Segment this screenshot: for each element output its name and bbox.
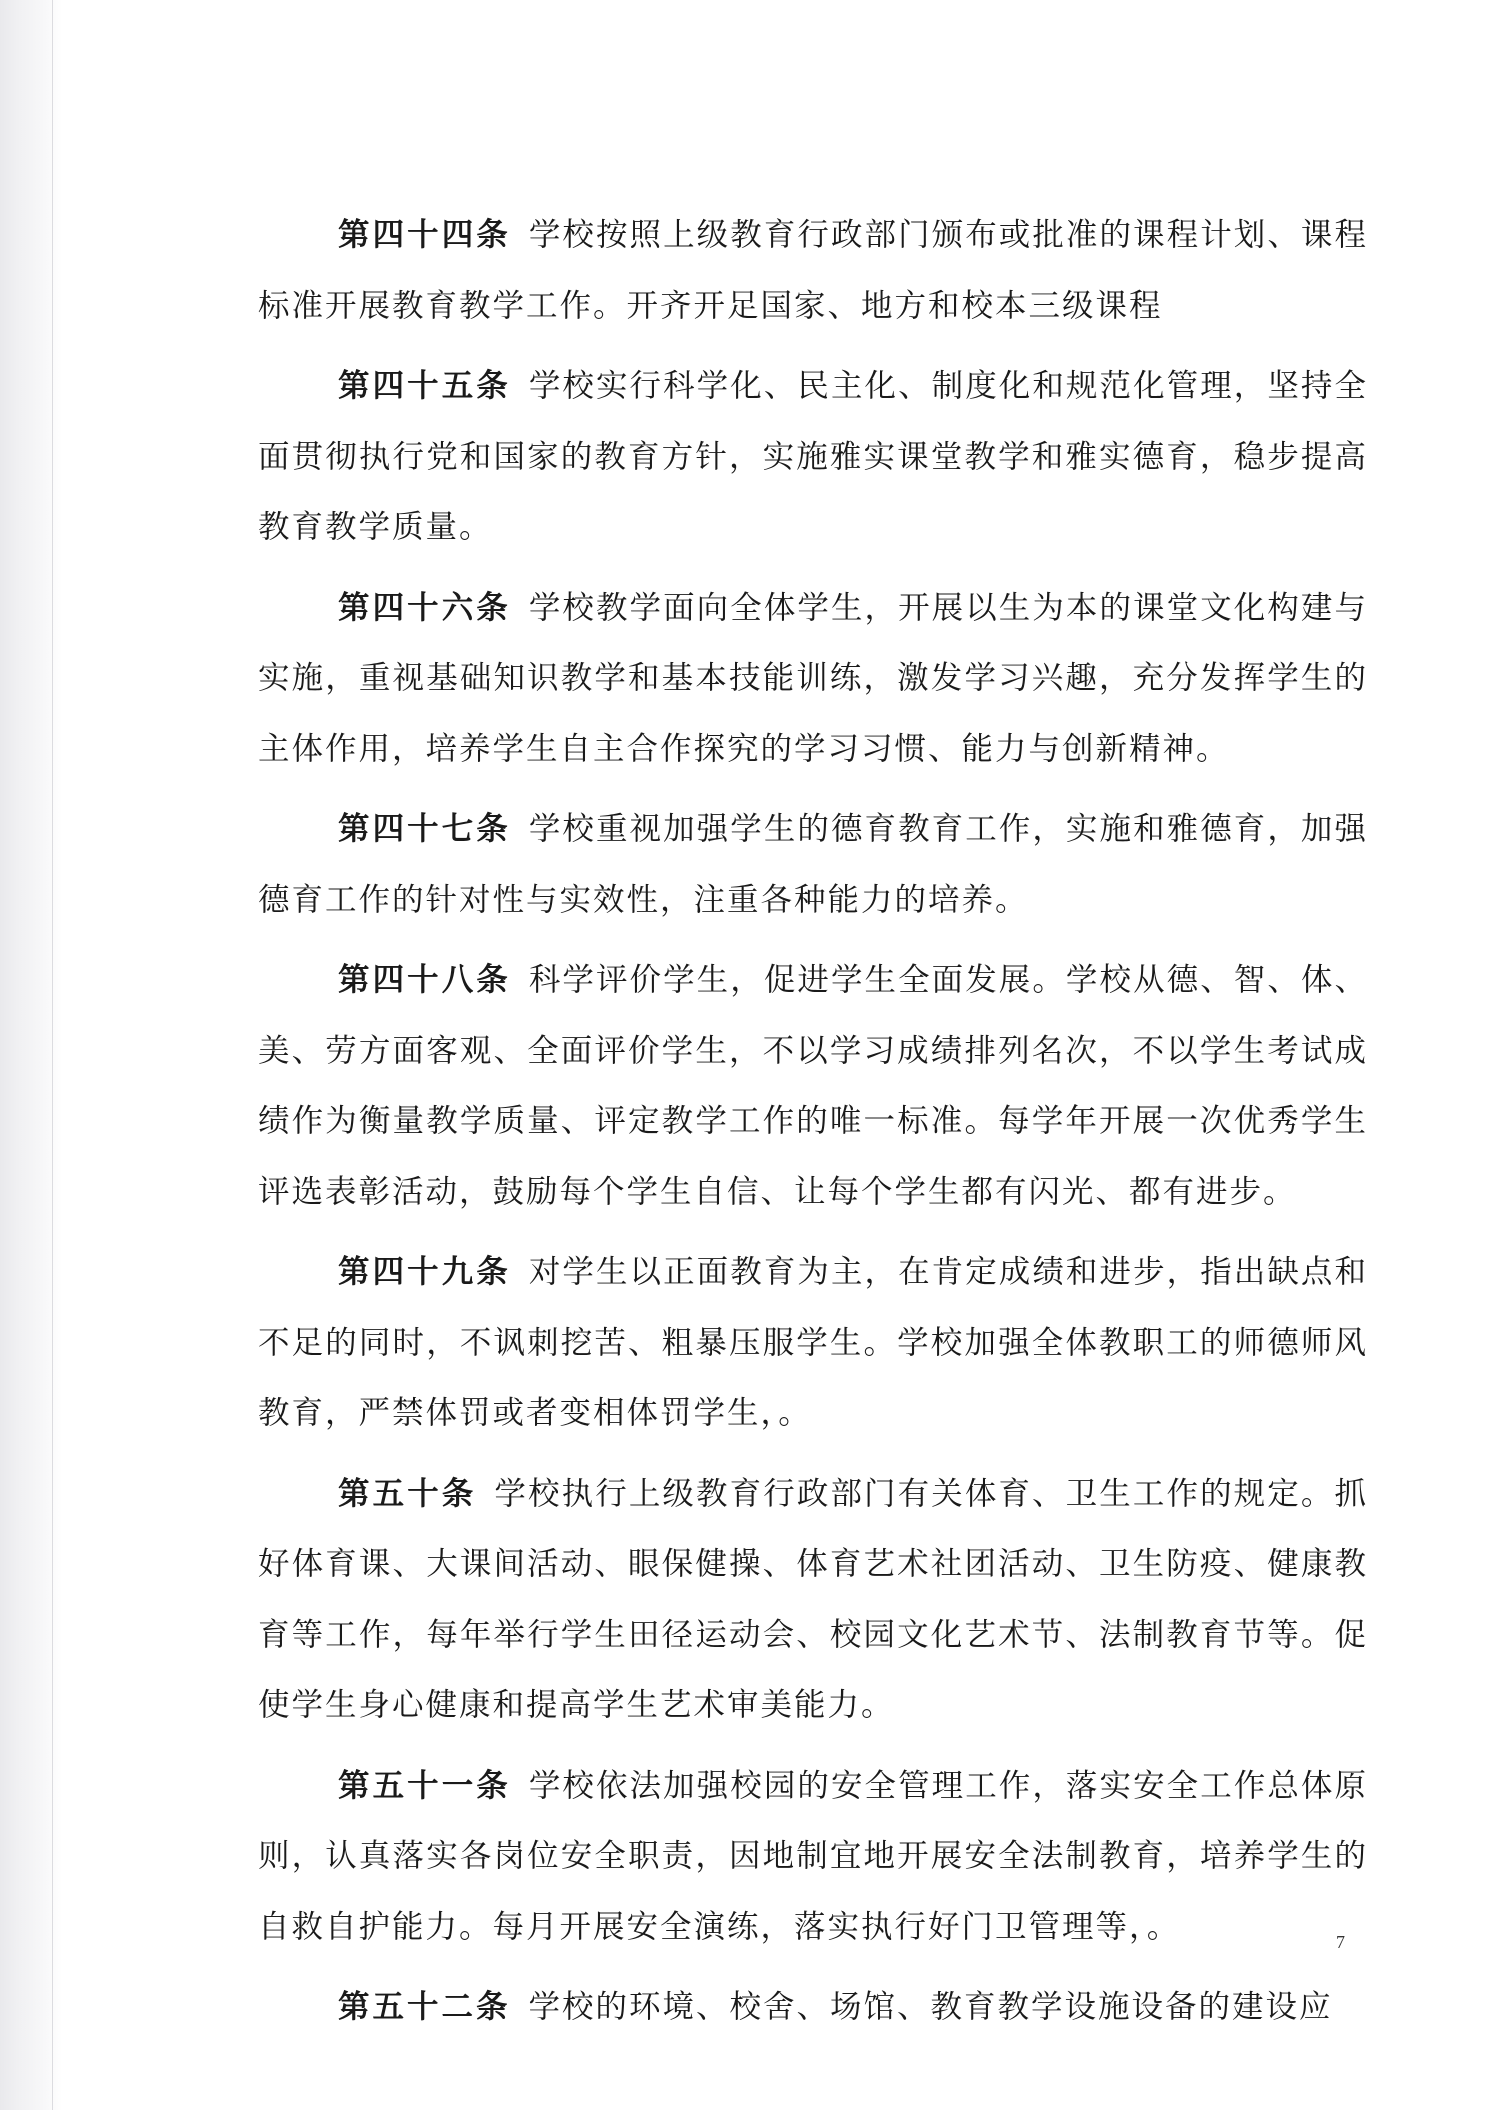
article-text: 学校教学面向全体学生，开展以生为本的课堂文化构建与实施，重视基础知识教学和基本技能训练，激发学习兴趣，充分发挥学生的主体作用，培养学生自主合作探究的学习习惯、能力与创新精神。 [258, 589, 1368, 767]
article-49 [258, 1237, 1368, 1449]
article-51 [258, 1751, 1368, 1963]
article-45 [258, 351, 1368, 563]
article-number: 第四十四条 [338, 216, 511, 253]
article-number: 第四十六条 [338, 588, 511, 626]
article-number: 第四十七条 [338, 810, 511, 847]
article-48 [258, 945, 1368, 1227]
article-44 [258, 200, 1368, 341]
article-text: 学校依法加强校园的安全管理工作，落实安全工作总体原则，认真落实各岗位安全职责，因地制宜地开展安全法制教育，培养学生的自救自护能力。每月开展安全演练，落实执行好门卫管理等，。 [258, 1767, 1368, 1945]
article-52 [258, 1972, 1368, 2043]
article-text: 学校按照上级教育行政部门颁布或批准的课程计划、课程标准开展教育教学工作。开齐开足国家、地方和校本三级课程 [258, 217, 1368, 324]
article-text: 学校执行上级教育行政部门有关体育、卫生工作的规定。抓好体育课、大课间活动、眼保健操、体育艺术社团活动、卫生防疫、健康教育等工作，每年举行学生田径运动会、校园文化艺术节、法制教育节等。促使学生身心健康和提高学生艺术审美能力。 [258, 1475, 1368, 1723]
article-number: 第四十九条 [338, 1253, 511, 1290]
article-text: 科学评价学生，促进学生全面发展。学校从德、智、体、美、劳方面客观、全面评价学生，不以学习成绩排列名次，不以学生考试成绩作为衡量教学质量、评定教学工作的唯一标准。每学年开展一次优秀学生评选表彰活动，鼓励每个学生自信、让每个学生都有闪光、都有进步。 [258, 962, 1368, 1210]
article-number: 第五十二条 [338, 1988, 511, 2025]
article-number: 第五十条 [338, 1474, 477, 1512]
article-number: 第四十八条 [338, 961, 511, 998]
article-text: 对学生以正面教育为主，在肯定成绩和进步，指出缺点和不足的同时，不讽刺挖苦、粗暴压服学生。学校加强全体教职工的师德师风教育，严禁体罚或者变相体罚学生，。 [258, 1254, 1368, 1431]
article-47 [258, 794, 1368, 935]
article-46 [258, 573, 1368, 785]
document-body [258, 200, 1368, 2053]
scan-edge-line [52, 0, 53, 2110]
article-50 [258, 1459, 1368, 1741]
article-text: 学校实行科学化、民主化、制度化和规范化管理，坚持全面贯彻执行党和国家的教育方针，实施雅实课堂教学和雅实德育，稳步提高教育教学质量。 [258, 368, 1368, 545]
article-number: 第五十一条 [338, 1766, 511, 1804]
page-number: 7 [1336, 1932, 1345, 1952]
article-text: 学校重视加强学生的德育教育工作，实施和雅德育，加强德育工作的针对性与实效性，注重各种能力的培养。 [258, 811, 1368, 918]
article-text: 学校的环境、校舍、场馆、教育教学设施设备的建设应 [528, 1989, 1333, 2025]
article-number: 第四十五条 [338, 367, 511, 404]
